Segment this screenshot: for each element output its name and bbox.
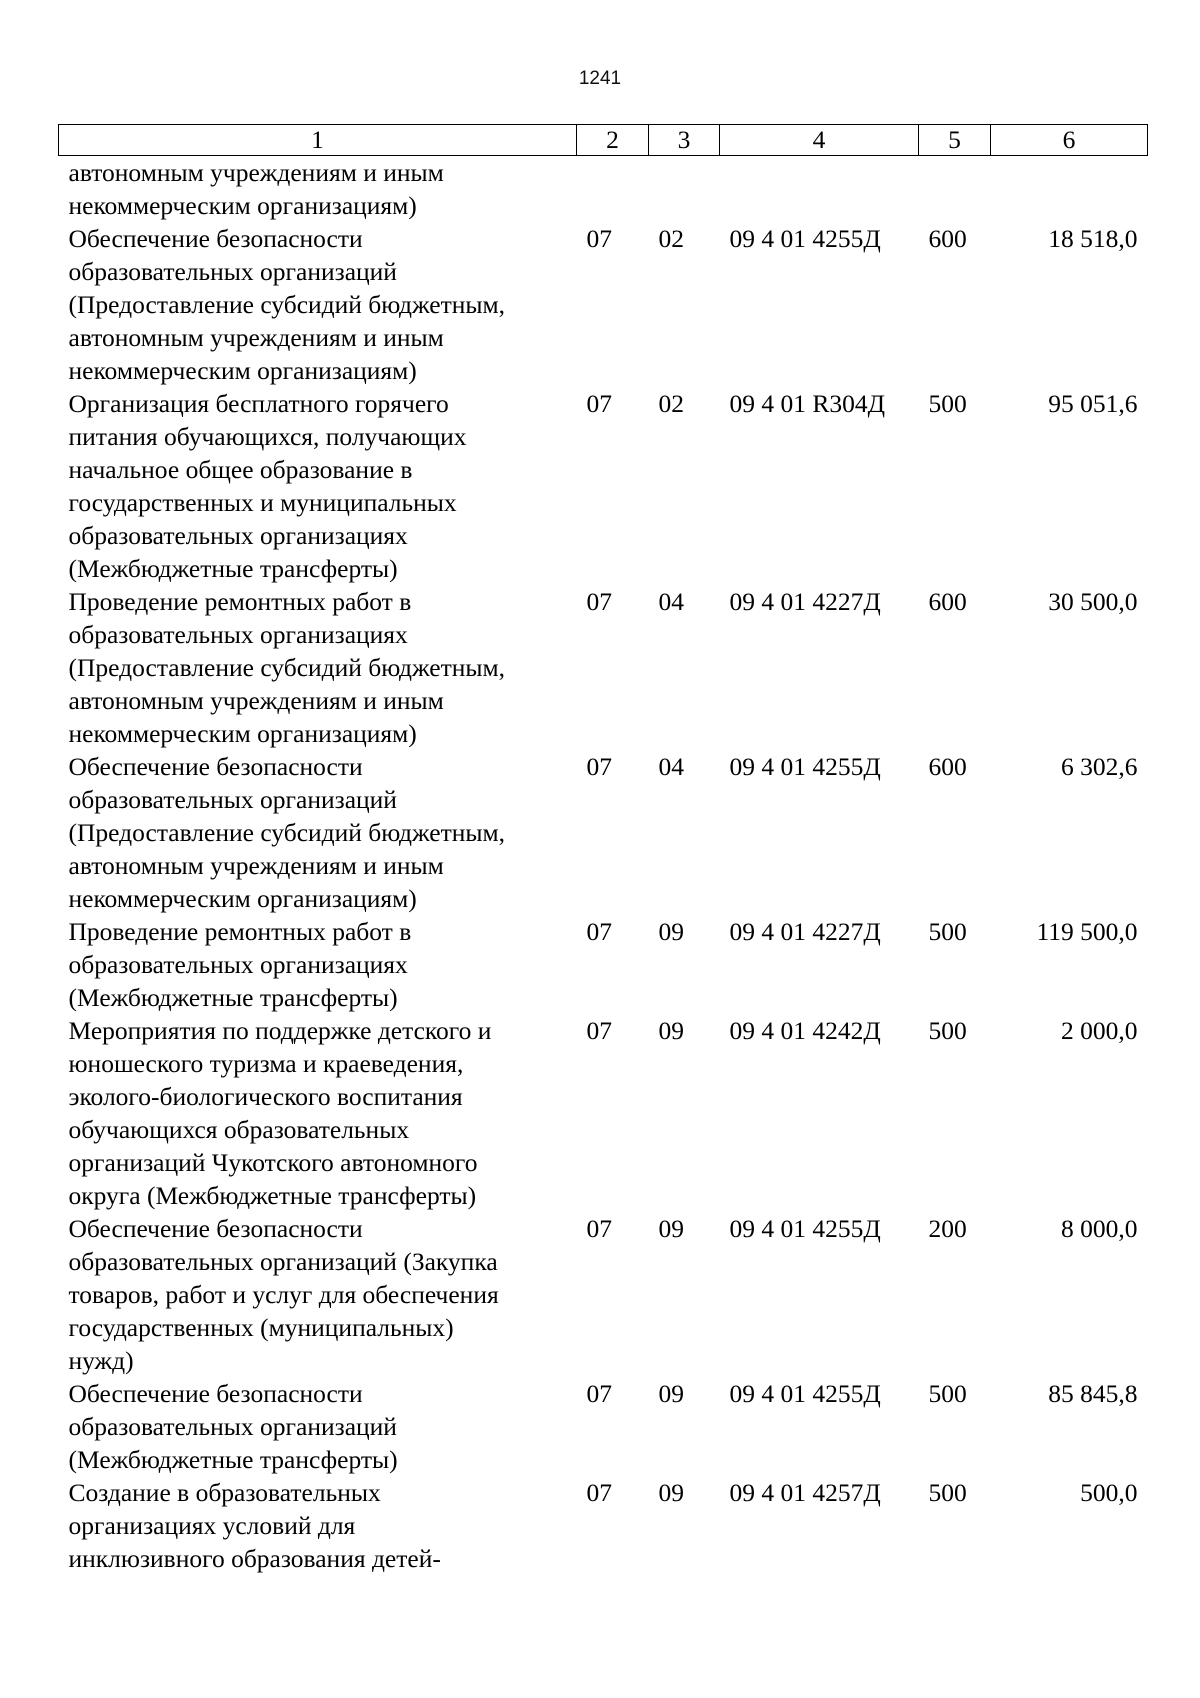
row-description <box>59 585 577 750</box>
description-line: Обеспечение безопасности <box>68 1214 363 1243</box>
target-article-code: 09 4 01 4242Д <box>729 1016 881 1045</box>
description-line: автономным учреждениям и иным <box>68 158 444 187</box>
amount: 2 000,0 <box>1061 1016 1138 1045</box>
row-description <box>59 387 577 585</box>
target-article-code: 09 4 01 4255Д <box>729 224 881 253</box>
expense-type-code: 600 <box>928 752 967 781</box>
description-line: организаций Чукотского автономного <box>68 1148 478 1177</box>
section-code: 07 <box>586 1214 612 1243</box>
description-line: образовательных организациях <box>68 620 408 649</box>
description-line: образовательных организаций <box>68 257 397 286</box>
description-line: (Межбюджетные трансферты) <box>68 554 398 583</box>
subsection-code: 04 <box>658 587 684 616</box>
table-row <box>59 1014 1148 1212</box>
description-line: товаров, работ и услуг для обеспечения <box>68 1280 499 1309</box>
target-article-code: 09 4 01 4227Д <box>729 587 881 616</box>
row-description <box>59 1014 577 1212</box>
description-line: автономным учреждениям и иным <box>68 851 444 880</box>
description-line: образовательных организациях <box>68 521 408 550</box>
column-header-6: 6 <box>991 125 1148 156</box>
amount: 500,0 <box>1080 1478 1138 1507</box>
page-number: 1241 <box>578 68 622 89</box>
subsection-code <box>649 156 720 223</box>
description-line: образовательных организациях <box>68 950 408 979</box>
budget-table <box>58 124 1148 1575</box>
column-header-1: 1 <box>59 125 577 156</box>
table-row <box>59 1212 1148 1377</box>
amount: 119 500,0 <box>1036 917 1138 946</box>
expense-type-code: 500 <box>928 1379 967 1408</box>
table-row <box>59 585 1148 750</box>
section-code: 07 <box>586 389 612 418</box>
description-line: Обеспечение безопасности <box>68 1379 363 1408</box>
description-line: эколого-биологического воспитания <box>68 1082 463 1111</box>
target-article-code: 09 4 01 R304Д <box>729 389 886 418</box>
table-header <box>59 125 1148 156</box>
description-line: Мероприятия по поддержке детского и <box>68 1016 492 1045</box>
row-description <box>59 1212 577 1377</box>
table-row <box>59 1476 1148 1575</box>
description-line: автономным учреждениям и иным <box>68 686 444 715</box>
description-line: Обеспечение безопасности <box>68 752 363 781</box>
description-line: (Межбюджетные трансферты) <box>68 1445 398 1474</box>
description-line: некоммерческим организациям) <box>68 356 417 385</box>
description-line: (Межбюджетные трансферты) <box>68 983 398 1012</box>
amount <box>991 156 1148 223</box>
description-line: питания обучающихся, получающих <box>68 422 467 451</box>
subsection-code: 09 <box>658 917 684 946</box>
section-code: 07 <box>586 1478 612 1507</box>
expense-type-code: 600 <box>928 224 967 253</box>
column-header-2: 2 <box>577 125 649 156</box>
section-code <box>577 156 649 223</box>
description-line: обучающихся образовательных <box>68 1115 410 1144</box>
section-code: 07 <box>586 917 612 946</box>
target-article-code: 09 4 01 4257Д <box>729 1478 881 1507</box>
description-line: Обеспечение безопасности <box>68 224 363 253</box>
row-description <box>59 750 577 915</box>
description-line: государственных и муниципальных <box>68 488 457 517</box>
section-code: 07 <box>586 587 612 616</box>
description-line: инклюзивного образования детей- <box>68 1544 441 1573</box>
description-line: автономным учреждениям и иным <box>68 323 444 352</box>
amount: 85 845,8 <box>1048 1379 1138 1408</box>
column-header-5: 5 <box>919 125 991 156</box>
expense-type-code: 500 <box>928 1478 967 1507</box>
subsection-code: 09 <box>658 1478 684 1507</box>
subsection-code: 09 <box>658 1214 684 1243</box>
description-line: Организация бесплатного горячего <box>68 389 449 418</box>
section-code: 07 <box>586 1379 612 1408</box>
section-code: 07 <box>586 224 612 253</box>
target-article-code: 09 4 01 4227Д <box>729 917 881 946</box>
row-description <box>59 1377 577 1476</box>
description-line: начальное общее образование в <box>68 455 413 484</box>
table-row <box>59 915 1148 1014</box>
amount: 30 500,0 <box>1048 587 1138 616</box>
row-description <box>59 1476 577 1575</box>
table-row <box>59 750 1148 915</box>
target-article-code: 09 4 01 4255Д <box>729 752 881 781</box>
description-line: (Предоставление субсидий бюджетным, <box>68 290 506 319</box>
expense-type-code <box>919 156 991 223</box>
description-line: юношеского туризма и краеведения, <box>68 1049 464 1078</box>
description-line: (Предоставление субсидий бюджетным, <box>68 653 506 682</box>
expense-type-code: 600 <box>928 587 967 616</box>
table-row <box>59 222 1148 387</box>
table-row <box>59 156 1148 223</box>
subsection-code: 09 <box>658 1016 684 1045</box>
description-line: Создание в образовательных <box>68 1478 381 1507</box>
description-line: образовательных организаций <box>68 1412 397 1441</box>
subsection-code: 04 <box>658 752 684 781</box>
table-row <box>59 387 1148 585</box>
expense-type-code: 500 <box>928 917 967 946</box>
amount: 95 051,6 <box>1048 389 1138 418</box>
description-line: государственных (муниципальных) <box>68 1313 454 1342</box>
row-description <box>59 915 577 1014</box>
description-line: некоммерческим организациям) <box>68 884 417 913</box>
table-body <box>59 156 1148 1576</box>
table-row <box>59 1377 1148 1476</box>
expense-type-code: 500 <box>928 389 967 418</box>
subsection-code: 02 <box>658 224 684 253</box>
header-row <box>59 125 1148 156</box>
target-article-code <box>720 156 919 223</box>
subsection-code: 02 <box>658 389 684 418</box>
amount: 18 518,0 <box>1048 224 1138 253</box>
row-description <box>59 156 577 223</box>
row-description <box>59 222 577 387</box>
target-article-code: 09 4 01 4255Д <box>729 1379 881 1408</box>
description-line: некоммерческим организациям) <box>68 719 417 748</box>
description-line: Проведение ремонтных работ в <box>68 917 412 946</box>
description-line: некоммерческим организациям) <box>68 191 417 220</box>
amount: 6 302,6 <box>1061 752 1138 781</box>
description-line: образовательных организаций (Закупка <box>68 1247 498 1276</box>
subsection-code: 09 <box>658 1379 684 1408</box>
section-code: 07 <box>586 1016 612 1045</box>
description-line: нужд) <box>68 1346 134 1375</box>
description-line: Проведение ремонтных работ в <box>68 587 412 616</box>
description-line: округа (Межбюджетные трансферты) <box>68 1181 477 1210</box>
description-line: (Предоставление субсидий бюджетным, <box>68 818 506 847</box>
description-line: организациях условий для <box>68 1511 356 1540</box>
section-code: 07 <box>586 752 612 781</box>
expense-type-code: 500 <box>928 1016 967 1045</box>
expense-type-code: 200 <box>928 1214 967 1243</box>
column-header-3: 3 <box>649 125 720 156</box>
column-header-4: 4 <box>720 125 919 156</box>
amount: 8 000,0 <box>1061 1214 1138 1243</box>
target-article-code: 09 4 01 4255Д <box>729 1214 881 1243</box>
description-line: образовательных организаций <box>68 785 397 814</box>
